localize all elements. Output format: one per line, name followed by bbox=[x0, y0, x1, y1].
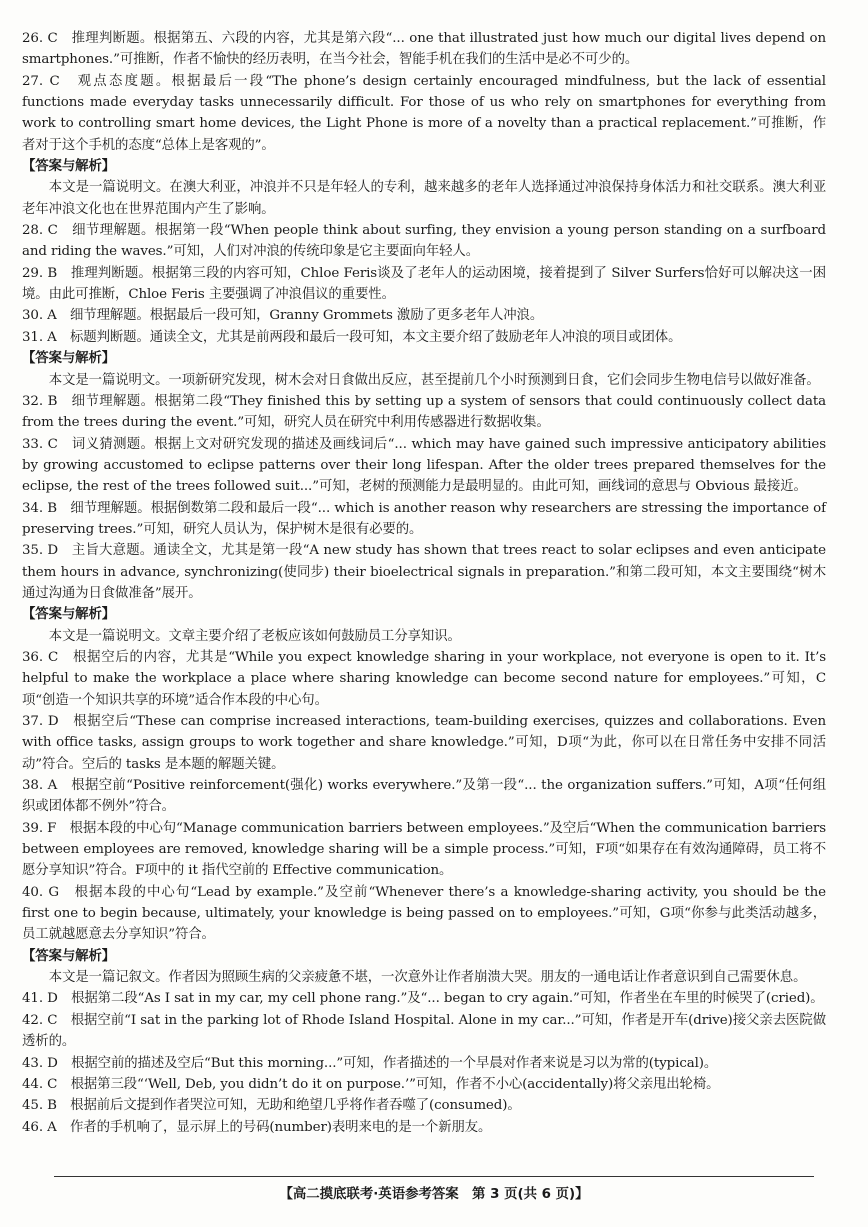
footer-text: 【高二摸底联考·英语参考答案 第 3 页(共 6 页)】 bbox=[279, 1187, 589, 1202]
answer-item: 38. A 根据空前“Positive reinforcement(强化) works everywhere.”及第一段“... the organization suffers.”可知，A项“任何组织或团体都不例外”符合。 bbox=[22, 778, 826, 815]
answer-item: 36. C 根据空后的内容，尤其是“While you expect knowledge sharing in your workplace, not everyone is open to it. It’s helpful to make the workplace a place where sharing knowledge can become second nature for employees.”可知，C项“创造一个知识共享的环境”适合作本段的中心句。 bbox=[22, 649, 826, 708]
answer-item: 45. B 根据前后文提到作者哭泣可知，无助和绝望几乎将作者吞噬了(consumed)。 bbox=[22, 1098, 521, 1114]
passage-summary: 本文是一篇说明文。在澳大利亚，冲浪并不只是年轻人的专利，越来越多的老年人选择通过冲浪保持身体活力和社交联系。澳大利亚老年冲浪文化也在世界范围内产生了影响。 bbox=[22, 180, 826, 217]
passage-summary: 本文是一篇说明文。一项新研究发现，树木会对日食做出反应，甚至提前几个小时预测到日食，它们会同步生物电信号以做好准备。 bbox=[48, 372, 820, 388]
answer-item: 32. B 细节理解题。根据第二段“They finished this by setting up a system of sensors that could continuously collect data from the trees during the event.”可知，研究人员在研究中利用传感器进行数据收集。 bbox=[22, 393, 826, 431]
section-heading: 【答案与解析】 bbox=[22, 158, 116, 175]
answer-item: 39. F 根据本段的中心句“Manage communication barriers between employees.”及空后“When the communication barriers between employees are removed, knowledge sharing will be a simple process.”可知，F项“如果存在有效沟通障碍，员工将不愿分享知识”符合。F项中的 it 指代空前的 Effective communication。 bbox=[22, 820, 826, 879]
answer-item: 29. B 推理判断题。根据第三段的内容可知，Chloe Feris谈及了老年人的运动困境，接着提到了 Silver Surfers恰好可以解决这一困境。由此可推断，Chloe Feris 主要强调了冲浪倡议的重要性。 bbox=[22, 265, 826, 303]
page-footer bbox=[0, 1176, 868, 1202]
section-heading: 【答案与解析】 bbox=[22, 606, 116, 623]
footer-rule bbox=[54, 1176, 814, 1177]
answer-item: 34. B 细节理解题。根据倒数第二段和最后一段“... which is another reason why researchers are stressing the importance of preserving trees.”可知，研究人员认为，保护树木是很有必要的。 bbox=[22, 500, 826, 537]
answer-item: 35. D 主旨大意题。通读全文，尤其是第一段“A new study has shown that trees react to solar eclipses and even anticipate them hours in advance, synchronizing(使同步) their bioelectrical signals in preparation.”和第二段可知，本文主要围绕“树木通过沟通为日食做准备”展开。 bbox=[22, 543, 826, 601]
answer-item: 37. D 根据空后“These can comprise increased interactions, team-building exercises, quizzes and collaborations. Even with office tasks, assign groups to work together and share knowledge.”可知，D项“为此，你可以在日常任务中安排不同活动”符合。空后的 tasks 是本题的解题关键。 bbox=[22, 714, 826, 772]
answer-item: 40. G 根据本段的中心句“Lead by example.”及空前“Whenever there’s a knowledge-sharing activity, you should be the first one to begin because, ultimately, your knowledge is being passed on to employees.”可知，G项“你参与此类活动越多，员工就越愿意去分享知识”符合。 bbox=[22, 884, 826, 943]
answer-item: 28. C 细节理解题。根据第一段“When people think about surfing, they envision a young person standing on a surfboard and riding the waves.”可知，人们对冲浪的传统印象是它主要面向年轻人。 bbox=[22, 223, 826, 260]
passage-summary: 本文是一篇说明文。文章主要介绍了老板应该如何鼓励员工分享知识。 bbox=[48, 628, 461, 644]
answer-item: 44. C 根据第三段“‘Well, Deb, you didn’t do it on purpose.’”可知，作者不小心(accidentally)将父亲甩出轮椅。 bbox=[22, 1076, 720, 1092]
section-heading: 【答案与解析】 bbox=[22, 350, 116, 367]
answer-item: 27. C 观点态度题。根据最后一段“The phone’s design certainly encouraged mindfulness, but the lack of essential functions made everyday tasks unnecessarily difficult. For those of us who rely on smartphones for everything from work to controlling smart home devices, the Light Phone is more of a novelty than a practical replacement.”可推断，作者对于这个手机的态度“总体上是客观的”。 bbox=[22, 73, 826, 153]
answer-content bbox=[22, 28, 826, 1138]
answer-item: 46. A 作者的手机响了，显示屏上的号码(number)表明来电的是一个新朋友。 bbox=[22, 1119, 492, 1135]
answer-item: 30. A 细节理解题。根据最后一段可知，Granny Grommets 激励了更多老年人冲浪。 bbox=[22, 308, 544, 324]
answer-item: 31. A 标题判断题。通读全文，尤其是前两段和最后一段可知，本文主要介绍了鼓励老年人冲浪的项目或团体。 bbox=[22, 329, 682, 345]
answer-item: 26. C 推理判断题。根据第五、六段的内容，尤其是第六段“... one that illustrated just how much our digital lives depend on smartphones.”可推断，作者不愉快的经历表明，在当今社会，智能手机在我们的生活中是必不可少的。 bbox=[22, 31, 826, 68]
answer-item: 33. C 词义猜测题。根据上文对研究发现的描述及画线词后“... which may have gained such impressive anticipatory abilities by growing accustomed to eclipse patterns over their long lifespan. After the older trees prepared themselves for the eclipse, the rest of the trees followed suit...”可知，老树的预测能力是最明显的。由此可知，画线词的意思与 Obvious 最接近。 bbox=[22, 436, 826, 495]
section-heading: 【答案与解析】 bbox=[22, 947, 116, 964]
answer-item: 41. D 根据第二段“As I sat in my car, my cell phone rang.”及“... began to cry again.”可知，作者坐在车里的时候哭了(cried)。 bbox=[22, 991, 824, 1007]
answer-item: 43. D 根据空前的描述及空后“But this morning...”可知，作者描述的一个早晨对作者来说是习以为常的(typical)。 bbox=[22, 1055, 718, 1071]
passage-summary: 本文是一篇记叙文。作者因为照顾生病的父亲疲惫不堪，一次意外让作者崩溃大哭。朋友的一通电话让作者意识到自己需要休息。 bbox=[48, 970, 807, 986]
answer-item: 42. C 根据空前“I sat in the parking lot of Rhode Island Hospital. Alone in my car...”可知，作者是开车(drive)接父亲去医院做透析的。 bbox=[22, 1012, 826, 1050]
